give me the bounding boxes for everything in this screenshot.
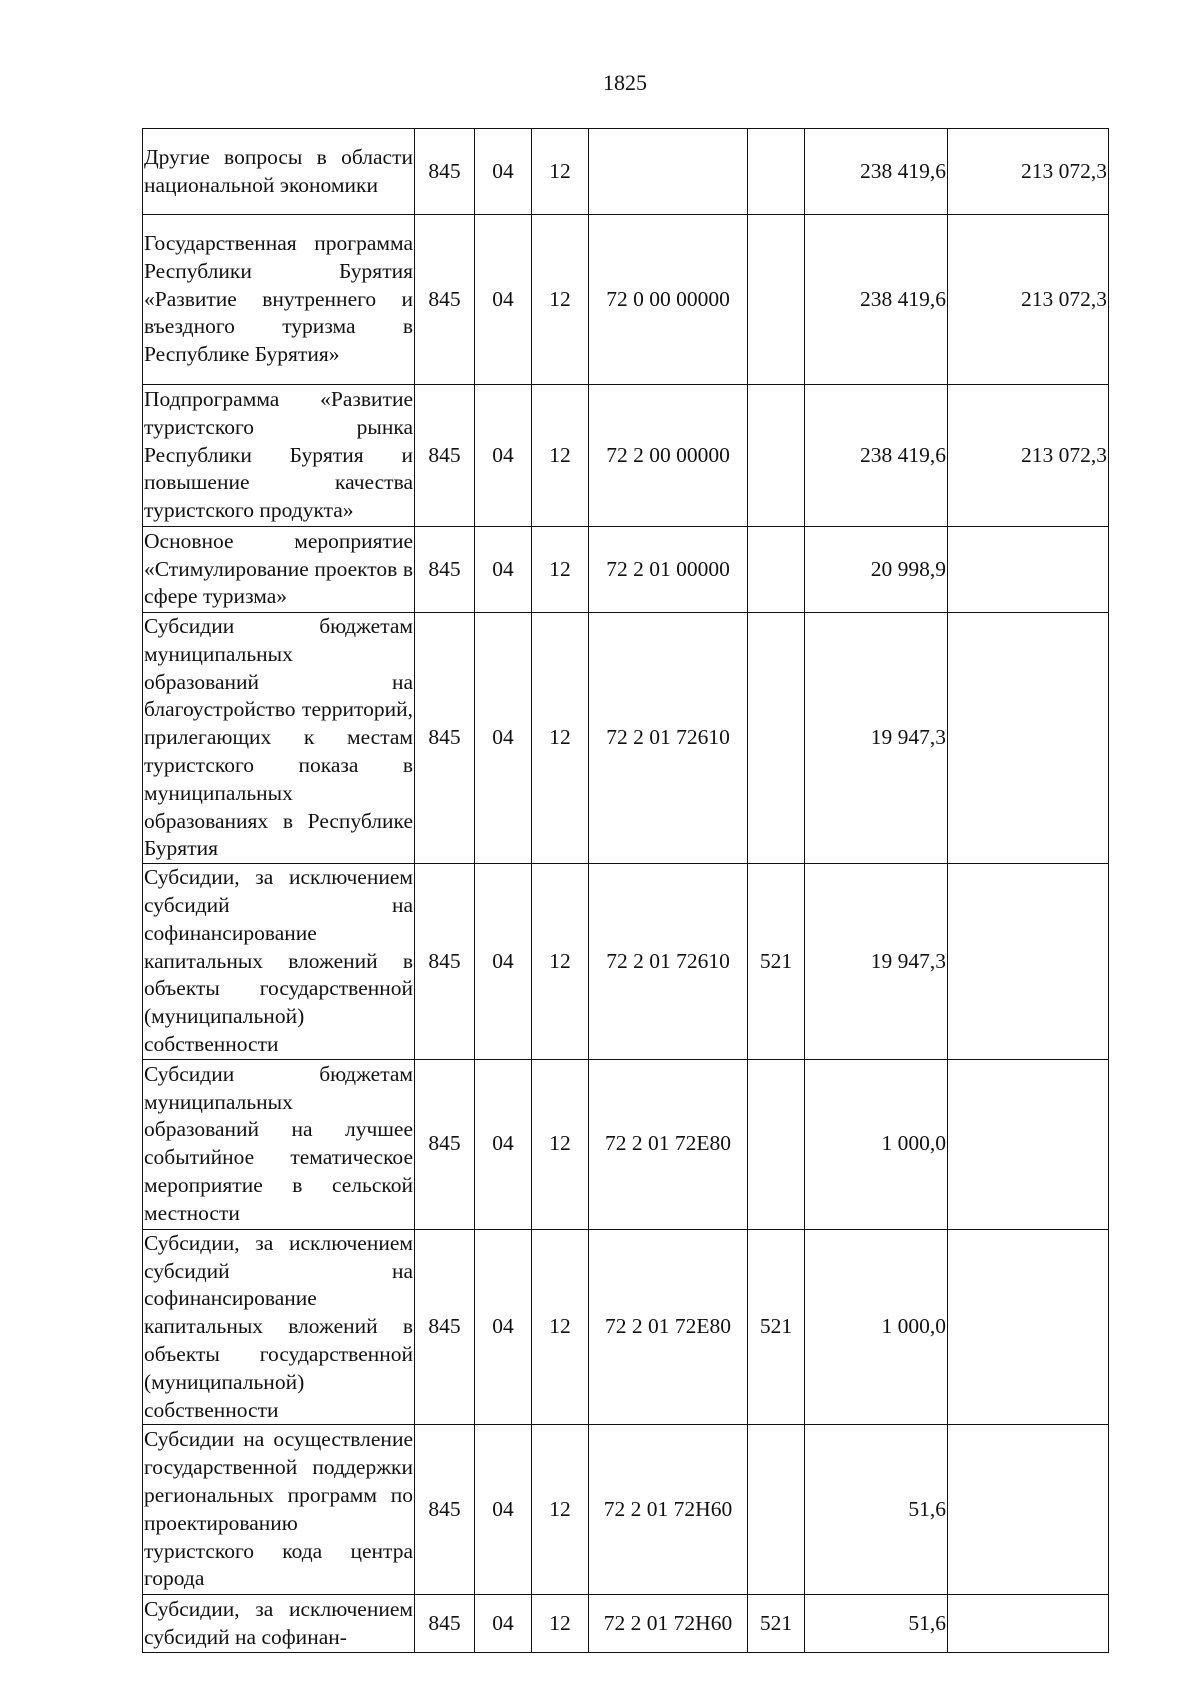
cell-csr: 72 2 00 00000 [589,385,748,527]
cell-vr: 521 [748,1229,805,1425]
cell-csr: 72 0 00 00000 [589,215,748,385]
table-row [143,385,1109,527]
cell-rz: 04 [475,527,532,613]
cell-pr: 12 [532,215,589,385]
row-name: Субсидии, за исключением субсидий на софинансирование капитальных вложений в объекты государственной (муниципальной) собственности [143,1229,415,1425]
cell-sum-1: 1 000,0 [805,1229,948,1425]
table-row [143,1229,1109,1425]
cell-csr: 72 2 01 72610 [589,613,748,864]
cell-sum-1: 238 419,6 [805,129,948,215]
cell-vr: 521 [748,1595,805,1653]
cell-sum-1: 1 000,0 [805,1059,948,1229]
row-name: Субсидии бюджетам муниципальных образований на благоустройство территорий, прилегающих к местам туристского показа в муниципальных образованиях в Республике Бурятия [143,613,415,864]
cell-sum-2 [948,1595,1109,1653]
cell-gr: 845 [415,1059,475,1229]
cell-vr [748,613,805,864]
cell-pr: 12 [532,385,589,527]
cell-gr: 845 [415,385,475,527]
page-number: 1825 [603,70,647,95]
cell-sum-1: 238 419,6 [805,215,948,385]
cell-sum-2 [948,1229,1109,1425]
cell-rz: 04 [475,215,532,385]
cell-gr: 845 [415,215,475,385]
row-name: Другие вопросы в области национальной экономики [143,129,415,215]
row-name: Основное мероприятие «Стимулирование проектов в сфере туризма» [143,527,415,613]
cell-sum-2: 213 072,3 [948,215,1109,385]
cell-sum-1: 238 419,6 [805,385,948,527]
cell-pr: 12 [532,864,589,1060]
cell-csr: 72 2 01 00000 [589,527,748,613]
cell-sum-1: 51,6 [805,1425,948,1595]
cell-sum-1: 19 947,3 [805,864,948,1060]
cell-pr: 12 [532,129,589,215]
row-name: Государственная программа Республики Бурятия «Развитие внутреннего и въездного туризма в Республике Бурятия» [143,215,415,385]
cell-sum-1: 19 947,3 [805,613,948,864]
cell-sum-2 [948,527,1109,613]
cell-rz: 04 [475,864,532,1060]
table-row [143,613,1109,864]
cell-gr: 845 [415,129,475,215]
cell-sum-2 [948,1059,1109,1229]
cell-vr [748,1425,805,1595]
cell-gr: 845 [415,1229,475,1425]
cell-csr: 72 2 01 72Н60 [589,1595,748,1653]
cell-sum-2: 213 072,3 [948,385,1109,527]
row-name: Субсидии на осуществление государственной поддержки региональных программ по проектированию туристского кода центра города [143,1425,415,1595]
cell-csr: 72 2 01 72610 [589,864,748,1060]
row-name: Подпрограмма «Развитие туристского рынка Республики Бурятия и повышение качества туристского продукта» [143,385,415,527]
cell-rz: 04 [475,613,532,864]
cell-vr [748,527,805,613]
cell-rz: 04 [475,129,532,215]
cell-gr: 845 [415,613,475,864]
cell-sum-1: 51,6 [805,1595,948,1653]
table-row [143,129,1109,215]
cell-csr [589,129,748,215]
cell-gr: 845 [415,1425,475,1595]
cell-vr [748,1059,805,1229]
cell-pr: 12 [532,613,589,864]
table-row [143,215,1109,385]
cell-rz: 04 [475,1059,532,1229]
cell-pr: 12 [532,1425,589,1595]
cell-sum-1: 20 998,9 [805,527,948,613]
cell-sum-2 [948,613,1109,864]
cell-sum-2: 213 072,3 [948,129,1109,215]
cell-pr: 12 [532,1059,589,1229]
cell-rz: 04 [475,1595,532,1653]
row-name: Субсидии, за исключением субсидий на софинан- [143,1595,415,1653]
table-row [143,864,1109,1060]
row-name: Субсидии бюджетам муниципальных образований на лучшее событийное тематическое мероприятие в сельской местности [143,1059,415,1229]
budget-table [142,128,1109,1653]
cell-gr: 845 [415,1595,475,1653]
table-row [143,1425,1109,1595]
table-row [143,527,1109,613]
cell-pr: 12 [532,1595,589,1653]
cell-csr: 72 2 01 72Е80 [589,1059,748,1229]
row-name: Субсидии, за исключением субсидий на софинансирование капитальных вложений в объекты государственной (муниципальной) собственности [143,864,415,1060]
cell-rz: 04 [475,1229,532,1425]
cell-gr: 845 [415,527,475,613]
cell-rz: 04 [475,1425,532,1595]
table-row [143,1595,1109,1653]
cell-rz: 04 [475,385,532,527]
cell-gr: 845 [415,864,475,1060]
cell-vr [748,215,805,385]
cell-sum-2 [948,1425,1109,1595]
cell-vr: 521 [748,864,805,1060]
cell-pr: 12 [532,527,589,613]
cell-csr: 72 2 01 72Н60 [589,1425,748,1595]
table-row [143,1059,1109,1229]
cell-pr: 12 [532,1229,589,1425]
cell-vr [748,385,805,527]
cell-vr [748,129,805,215]
cell-csr: 72 2 01 72Е80 [589,1229,748,1425]
cell-sum-2 [948,864,1109,1060]
